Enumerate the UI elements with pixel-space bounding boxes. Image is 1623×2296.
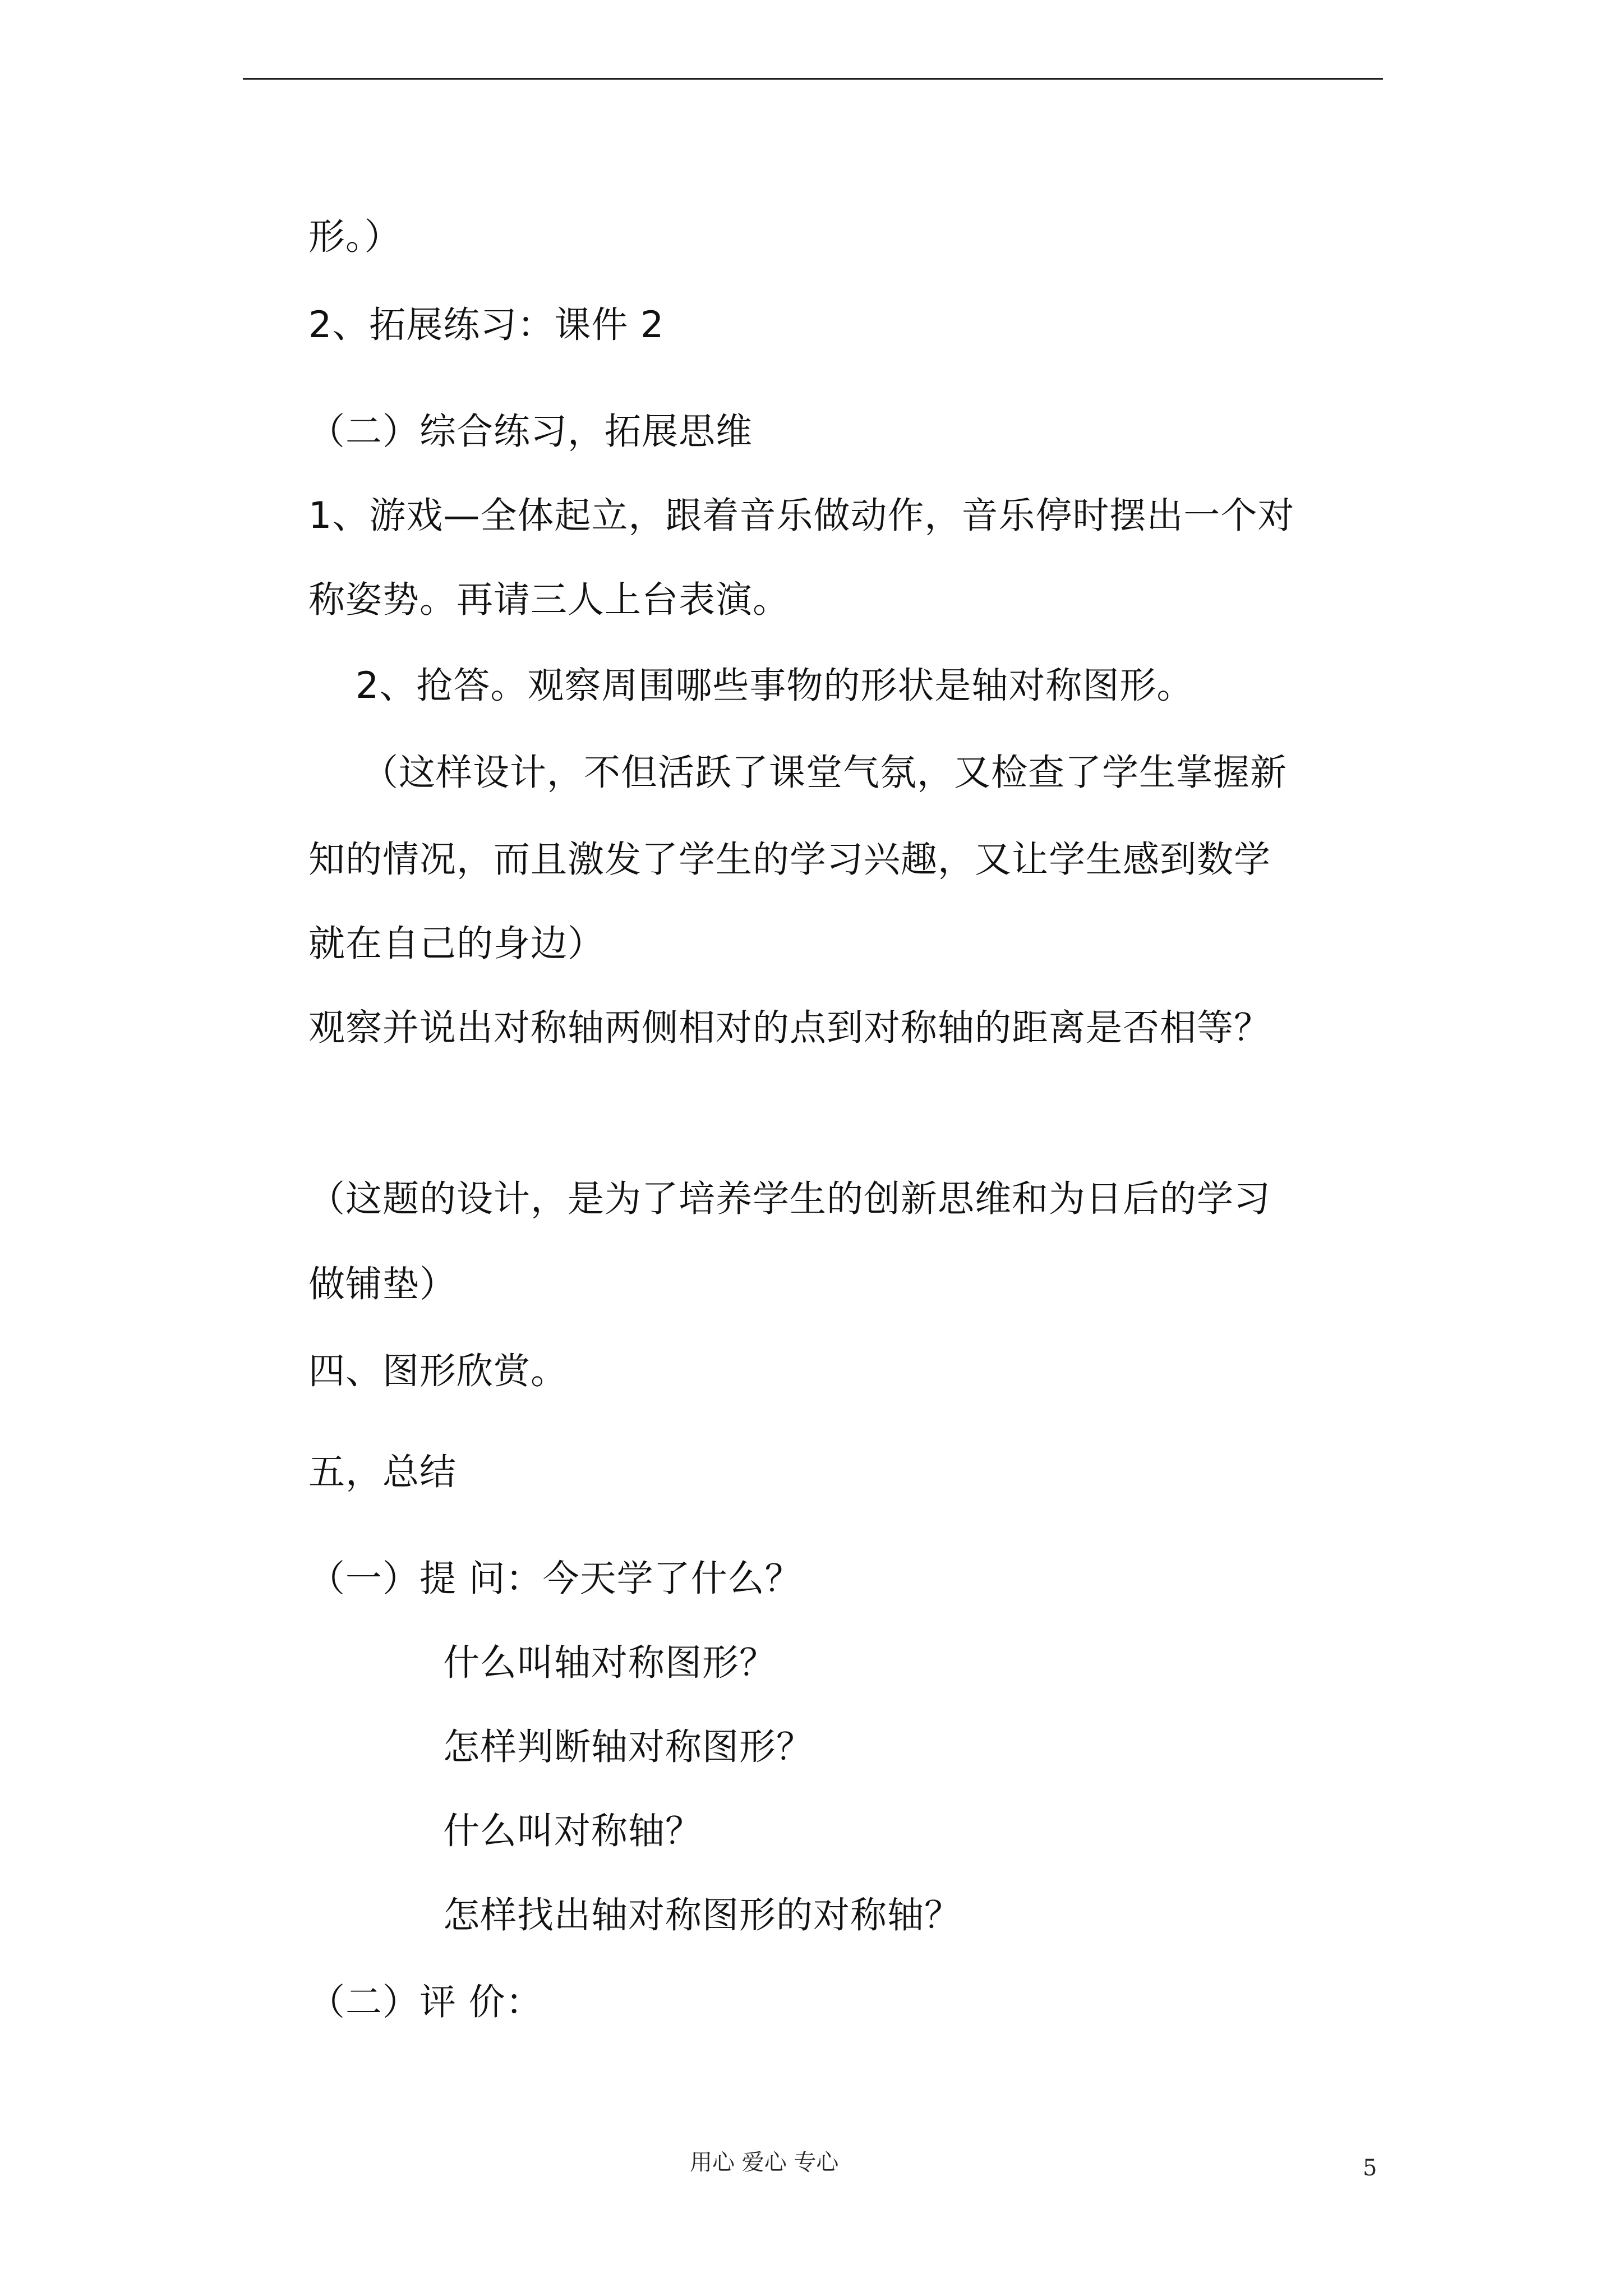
text-line: （这样设计，不但活跃了课堂气氛，又检查了学生掌握新 (362, 752, 1288, 794)
section-heading: 四、图形欣赏。 (308, 1350, 568, 1392)
text-line: 称姿势。再请三人上台表演。 (308, 579, 790, 621)
header-rule (243, 78, 1383, 80)
text-line: 观察并说出对称轴两侧相对的点到对称轴的距离是否相等？ (308, 1007, 1271, 1049)
text-line: 知的情况，而且激发了学生的学习兴趣，又让学生感到数学 (308, 839, 1271, 881)
text-line: 2、拓展练习：课件 2 (308, 304, 665, 346)
text-line: （二）评 价： (308, 1981, 543, 2023)
footer-motto: 用心 爱心 专心 (690, 2150, 839, 2175)
text-line: 就在自己的身边） (308, 923, 605, 965)
text-line: 做铺垫） (308, 1263, 457, 1305)
page-number: 5 (1363, 2155, 1377, 2181)
question-item: 怎样找出轴对称图形的对称轴？ (443, 1894, 962, 1936)
text-line: 1、游戏—全体起立，跟着音乐做动作，音乐停时摆出一个对 (308, 495, 1295, 537)
text-line: （一）提 问：今天学了什么？ (308, 1558, 802, 1600)
question-item: 怎样判断轴对称图形？ (443, 1726, 814, 1768)
text-line: 2、抢答。观察周围哪些事物的形状是轴对称图形。 (356, 665, 1194, 707)
text-line: 形。） (308, 216, 402, 258)
section-heading: 五，总结 (308, 1451, 457, 1493)
text-line: （这题的设计，是为了培养学生的创新思维和为日后的学习 (308, 1178, 1271, 1220)
question-item: 什么叫对称轴？ (443, 1810, 703, 1852)
question-item: 什么叫轴对称图形？ (443, 1642, 777, 1684)
section-heading: （二）综合练习，拓展思维 (308, 411, 753, 453)
